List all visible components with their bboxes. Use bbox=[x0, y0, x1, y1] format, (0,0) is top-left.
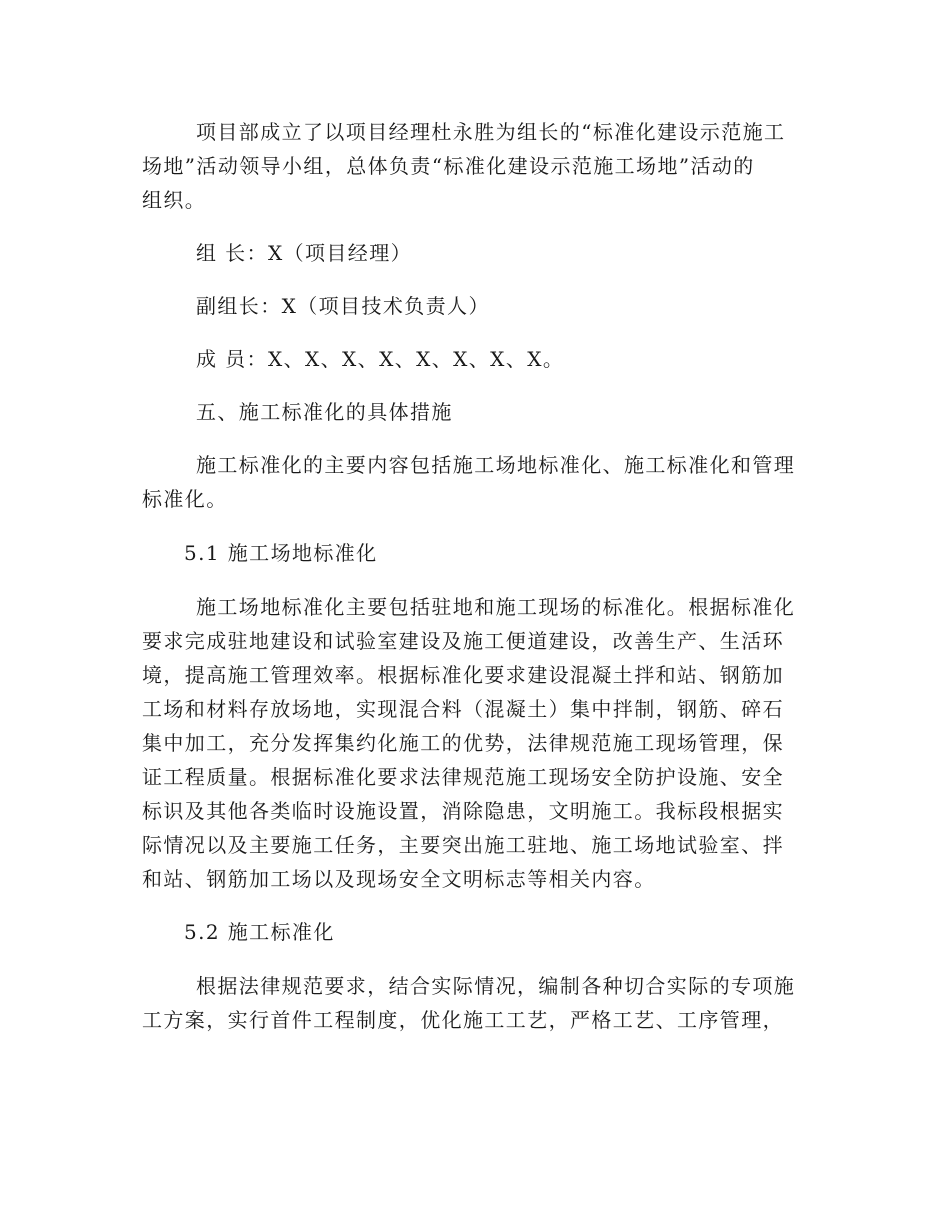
paragraph-3-line-9: 和站、钢筋加工场以及现场安全文明标志等相关内容。 bbox=[142, 867, 656, 891]
paragraph-2-line-1: 施工标准化的主要内容包括施工场地标准化、施工标准化和管理 bbox=[196, 453, 796, 477]
paragraph-1-line-2: 场地”活动领导小组，总体负责“标准化建设示范施工场地”活动的 bbox=[142, 154, 755, 178]
paragraph-2-line-2: 标准化。 bbox=[142, 487, 228, 511]
section-5-2-heading: 5.2 施工标准化 bbox=[184, 920, 335, 944]
section-5-heading: 五、施工标准化的具体措施 bbox=[196, 400, 453, 424]
section-5-1-heading: 5.1 施工场地标准化 bbox=[184, 541, 378, 565]
paragraph-3-line-5: 集中加工，充分发挥集约化施工的优势，法律规范施工现场管理，保 bbox=[142, 731, 784, 755]
paragraph-3-line-1: 施工场地标准化主要包括驻地和施工现场的标准化。根据标准化 bbox=[196, 595, 796, 619]
paragraph-4-line-2: 工方案，实行首件工程制度，优化施工工艺，严格工艺、工序管理， bbox=[142, 1008, 784, 1032]
members-line: 成 员：X、X、X、X、X、X、X、X。 bbox=[196, 347, 565, 371]
paragraph-1-line-3: 组织。 bbox=[142, 188, 207, 212]
paragraph-1-line-1: 项目部成立了以项目经理杜永胜为组长的“标准化建设示范施工 bbox=[196, 120, 786, 144]
paragraph-3-line-8: 际情况以及主要施工任务，主要突出施工驻地、施工场地试验室、拌 bbox=[142, 833, 784, 857]
group-leader-line: 组 长：X（项目经理） bbox=[196, 241, 412, 265]
paragraph-3-line-4: 工场和材料存放场地，实现混合料（混凝土）集中拌制，钢筋、碎石 bbox=[142, 697, 784, 721]
paragraph-3-line-7: 标识及其他各类临时设施设置，消除隐患，文明施工。我标段根据实 bbox=[142, 799, 784, 823]
paragraph-3-line-6: 证工程质量。根据标准化要求法律规范施工现场安全防护设施、安全 bbox=[142, 765, 784, 789]
paragraph-3-line-3: 境，提高施工管理效率。根据标准化要求建设混凝土拌和站、钢筋加 bbox=[142, 663, 784, 687]
deputy-leader-line: 副组长：X（项目技术负责人） bbox=[196, 294, 490, 318]
paragraph-4-line-1: 根据法律规范要求，结合实际情况，编制各种切合实际的专项施 bbox=[196, 974, 796, 998]
paragraph-3-line-2: 要求完成驻地建设和试验室建设及施工便道建设，改善生产、生活环 bbox=[142, 629, 784, 653]
